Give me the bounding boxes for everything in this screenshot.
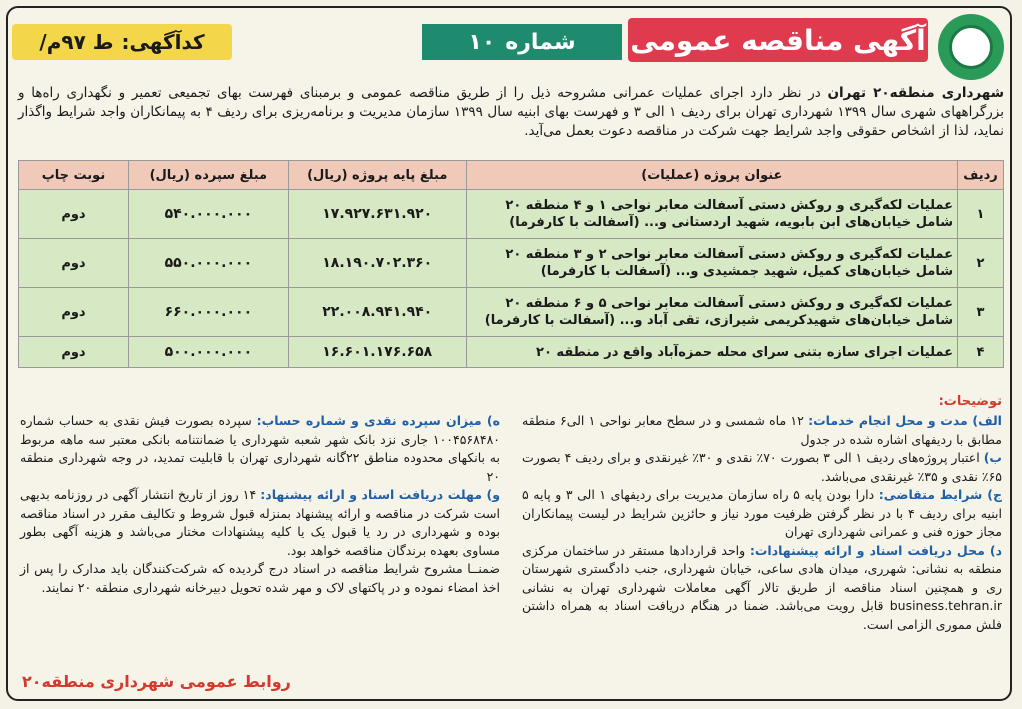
cell-print: دوم [19,190,129,239]
col-print: نوبت چاپ [19,161,129,190]
cell-deposit: ۶۶۰.۰۰۰.۰۰۰ [128,288,288,337]
table-row [19,337,1004,368]
col-deposit: مبلغ سپرده (ریال) [128,161,288,190]
note-g-text: ضمنــا مشروح شرایط مناقصه در اسناد درج گردیده که شرکت‌کنندگان باید مدارک را پس از اخذ امضاء نموده و در پاکتهای لاک و مهر شده تحویل دبیرخانه شهرداری منطقه ۲۰ نمایند. [20,561,500,595]
note-e-label: ه) میزان سپرده نقدی و شماره حساب: [256,413,500,428]
notes-title: توضیحات: [938,394,1002,409]
ad-title: آگهی مناقصه عمومی [628,18,928,62]
cell-print: دوم [19,288,129,337]
intro-paragraph [18,84,1004,141]
note-a-text: ۱۲ ماه شمسی و در سطح معابر نواحی ۱ الی۶ منطقه مطابق با ردیفهای اشاره شده در جدول [522,413,1002,447]
cell-title: عملیات لکه‌گیری و روکش دستی آسفالت معابر نواحی ۱ و ۴ منطقه ۲۰ شامل خیابان‌های ابن بابویه، شهید اردستانی و... (آسفالت با کارفرما) [466,190,957,239]
cell-deposit: ۵۵۰.۰۰۰.۰۰۰ [128,239,288,288]
ad-number-banner [422,24,622,60]
cell-title: عملیات اجرای سازه بتنی سرای محله حمزه‌آباد واقع در منطقه ۲۰ [466,337,957,368]
tehran-municipality-logo-icon [938,14,1004,80]
note-a-label: الف) مدت و محل انجام خدمات: [808,413,1002,428]
note-c-text: دارا بودن پایه ۵ راه سازمان مدیریت برای ردیفهای ۱ الی ۳ و پایه ۵ ابنیه برای ردیف ۴ با در نظر گرفتن ظرفیت مورد نیاز و حائزین شرایط در لیست پیمانکاران مجاز حوزه فنی و عمرانی شهرداری تهران [522,487,1002,539]
intro-text: در نظر دارد اجرای عملیات عمرانی مشروحه ذیل را از طریق مناقصه عمومی و برمبنای فهرست بهای تجمیعی تعمیر و نگهداری راه‌ها و بزرگراههای شهری سال ۱۳۹۹ شهرداری تهران برای ردیف ۱ الی ۳ و فهرست بهای ابنیه سال ۱۳۹۹ سازمان مدیریت و برنامه‌ریزی برای ردیف ۴ به پیمانکاران واجد شرایط واگذار نماید، لذا از اشخاص حقوقی واجد شرایط جهت شرکت در مناقصه دعوت بعمل می‌آید. [18,85,1005,139]
code-label: کدآگهی: [121,30,205,54]
table-row [19,239,1004,288]
cell-base: ۱۸.۱۹۰.۷۰۲.۳۶۰ [288,239,466,288]
cell-row: ۱ [958,190,1004,239]
ad-code-banner [12,24,232,60]
note-f-text: ۱۴ روز از تاریخ انتشار آگهی در روزنامه بدیهی است شرکت در مناقصه و ارائه پیشنهاد بمنزله قبول شروط و تکالیف مقرر در اسناد مناقصه بوده و شهرداری در رد یا قبول یک یا کلیه پیشنهادات مختار می‌باشد و هزینه آگهی بطور مساوی بعهده برندگان مناقصه خواهد بود. [20,487,500,558]
cell-deposit: ۵۴۰.۰۰۰.۰۰۰ [128,190,288,239]
note-b-label: ب) [983,450,1002,465]
projects-table [18,160,1004,368]
table-row [19,288,1004,337]
note-d-label: د) محل دریافت اسناد و ارائه پیشنهادات: [749,542,1002,558]
cell-base: ۱۶.۶۰۱.۱۷۶.۶۵۸ [288,337,466,368]
cell-base: ۱۷.۹۲۷.۶۳۱.۹۲۰ [288,190,466,239]
header [12,12,1010,82]
note-b-text: اعتبار پروژه‌های ردیف ۱ الی ۳ بصورت ۷۰٪ نقدی و ۳۰٪ غیرنقدی و برای ردیف ۴ بصورت ۶۵٪ نقدی و ۳۵٪ غیرنقدی می‌باشد. [522,450,1002,484]
notes-right-column [522,412,1002,634]
ad-code: ط ۹۷م/ [39,30,114,54]
notes-left-column [20,412,500,597]
cell-base: ۲۲.۰۰۸.۹۴۱.۹۴۰ [288,288,466,337]
ad-number: ۱۰ [468,29,496,55]
organization-name: شهرداری منطقه۲۰ تهران [827,85,1004,101]
footer-signature: روابط عمومی شهرداری منطقه۲۰ [22,672,291,691]
cell-title: عملیات لکه‌گیری و روکش دستی آسفالت معابر نواحی ۲ و ۳ منطقه ۲۰ شامل خیابان‌های کمیل، شهید جمشیدی و... (آسفالت با کارفرما) [466,239,957,288]
cell-deposit: ۵۰۰.۰۰۰.۰۰۰ [128,337,288,368]
col-title: عنوان پروژه (عملیات) [466,161,957,190]
cell-row: ۴ [958,337,1004,368]
number-label: شماره [505,29,576,55]
table-row [19,190,1004,239]
cell-print: دوم [19,239,129,288]
note-f-label: و) مهلت دریافت اسناد و ارائه پیشنهاد: [260,487,500,502]
cell-title: عملیات لکه‌گیری و روکش دستی آسفالت معابر نواحی ۵ و ۶ منطقه ۲۰ شامل خیابان‌های شهیدکریمی شیرازی، تقی آباد و... (آسفالت با کارفرما) [466,288,957,337]
note-d-text: واحد قراردادها مستقر در ساختمان مرکزی منطقه به نشانی: شهرری، میدان هادی ساعی، خیابان شهرداری، جنب دادگستری شهرستان ری و همچنین اسناد مناقصه از طریق تالار آگهی معاملات شهرداری تهران به نشانی business.tehran.ir قابل رویت می‌باشد. ضمنا در هنگام دریافت اسناد به همراه داشتن فلش مموری الزامی است. [522,542,1002,632]
table-header-row [19,161,1004,190]
cell-row: ۲ [958,239,1004,288]
note-c-label: ج) شرایط متقاضی: [878,487,1002,502]
cell-print: دوم [19,337,129,368]
col-base: مبلغ پایه پروژه (ریال) [288,161,466,190]
cell-row: ۳ [958,288,1004,337]
note-e-text: سپرده بصورت فیش نقدی به حساب شماره ۱۰۰۴۵۶۸۴۸۰ جاری نزد بانک شهر شعبه شهرداری یا ضمانتنامه بانکی معتبر سه ماهه مربوط به بانکهای محدوده مناطق ۲۲گانه شهرداری تهران با قابلیت تمدید، در وجه شهرداری منطقه ۲۰ [20,413,500,484]
col-row: ردیف [958,161,1004,190]
